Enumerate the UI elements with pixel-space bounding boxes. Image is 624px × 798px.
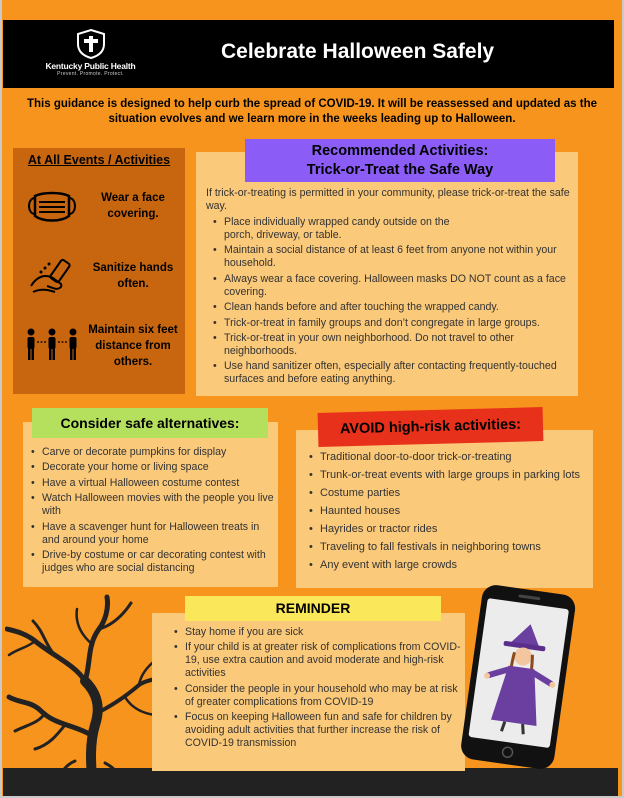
- smartphone-witch-illustration: [459, 583, 577, 773]
- list-item: • Costume parties: [308, 486, 590, 502]
- social-distance-icon: [23, 324, 81, 364]
- event-item-mask: [13, 184, 185, 244]
- list-item: • Clean hands before and after touching the wrapped candy.: [212, 301, 574, 314]
- list-item: • Consider the people in your household who may be at risk of greater complications from COVID-19: [173, 683, 461, 709]
- spooky-tree-icon: [5, 585, 165, 795]
- avoid-title: AVOID high-risk activities:: [318, 407, 544, 447]
- list-item: • Any event with large crowds: [308, 558, 590, 574]
- list-item: • Trick-or-treat in family groups and don’t congregate in large groups.: [212, 317, 574, 330]
- event-item-sanitize: [13, 252, 185, 312]
- recommended-title: [245, 139, 555, 182]
- alternatives-title: Consider safe alternatives:: [32, 408, 268, 438]
- page-title: Celebrate Halloween Safely: [221, 40, 495, 63]
- reminder-list: [173, 626, 461, 753]
- event-item-distance: [13, 320, 185, 380]
- events-heading: At All Events / Activities: [27, 153, 171, 167]
- header-banner: [3, 20, 614, 88]
- list-item: • Have a scavenger hunt for Halloween treats in and around your home: [30, 521, 274, 547]
- list-item: • Drive-by costume or car decorating contest with judges who are social distancing: [30, 549, 274, 575]
- recommended-title-line1: Recommended Activities:: [311, 143, 489, 159]
- list-item: • Always wear a face covering. Halloween masks DO NOT count as a face covering.: [212, 273, 574, 299]
- events-panel: [13, 148, 185, 394]
- list-item: • Place individually wrapped candy outside on the porch, driveway, or table.: [212, 216, 472, 242]
- list-item: • Decorate your home or living space: [30, 461, 274, 474]
- reminder-title: REMINDER: [185, 596, 441, 621]
- list-item: • Have a virtual Halloween costume contest: [30, 477, 274, 490]
- list-item: • Maintain a social distance of at least 6 feet from anyone not within your household.: [212, 244, 574, 270]
- list-item: • Trunk-or-treat events with large groups in parking lots: [308, 468, 590, 484]
- list-item: • If your child is at greater risk of complications from COVID-19, use extra caution and avoid moderate and high-risk activities: [173, 641, 461, 680]
- intro-text: This guidance is designed to help curb the spread of COVID-19. It will be reassessed and updated as the situation evolves and we learn more in the weeks leading up to Halloween.: [26, 98, 598, 125]
- list-item: • Carve or decorate pumpkins for display: [30, 446, 274, 459]
- event-label-distance: Maintain six feet distance from others.: [88, 324, 178, 368]
- list-item: • Trick-or-treat in your own neighborhood. Do not travel to other neighborhoods.: [212, 332, 574, 358]
- list-item: • Use hand sanitizer often, especially after contacting frequently-touched surfaces and before eating anything.: [212, 360, 574, 386]
- recommended-intro: If trick-or-treating is permitted in your community, please trick-or-treat the safe way.: [206, 187, 570, 212]
- list-item: • Watch Halloween movies with the people you live with: [30, 492, 274, 518]
- face-mask-icon: [23, 188, 81, 228]
- list-item: • Hayrides or tractor rides: [308, 522, 590, 538]
- list-item: • Stay home if you are sick: [173, 626, 461, 639]
- event-label-mask: Wear a face covering.: [101, 192, 165, 220]
- list-item: • Traditional door-to-door trick-or-treating: [308, 450, 590, 466]
- recommended-title-line2: Trick-or-Treat the Safe Way: [306, 162, 494, 178]
- recommended-list: [212, 216, 574, 389]
- list-item: • Focus on keeping Halloween fun and safe for children by avoiding adult activities that further increase the risk of COVID-19 transmission: [173, 711, 461, 750]
- org-name: Kentucky Public Health: [45, 61, 136, 71]
- list-item: • Haunted houses: [308, 504, 590, 520]
- kentucky-state-shield-icon: [74, 28, 108, 60]
- alternatives-list: [30, 446, 274, 577]
- list-item: • Traveling to fall festivals in neighboring towns: [308, 540, 590, 556]
- avoid-list: [308, 450, 590, 576]
- kentucky-public-health-logo: [33, 28, 148, 84]
- org-tagline: Prevent. Promote. Protect.: [57, 71, 124, 77]
- event-label-sanitize: Sanitize hands often.: [92, 262, 174, 290]
- hand-sanitizer-icon: [23, 256, 81, 296]
